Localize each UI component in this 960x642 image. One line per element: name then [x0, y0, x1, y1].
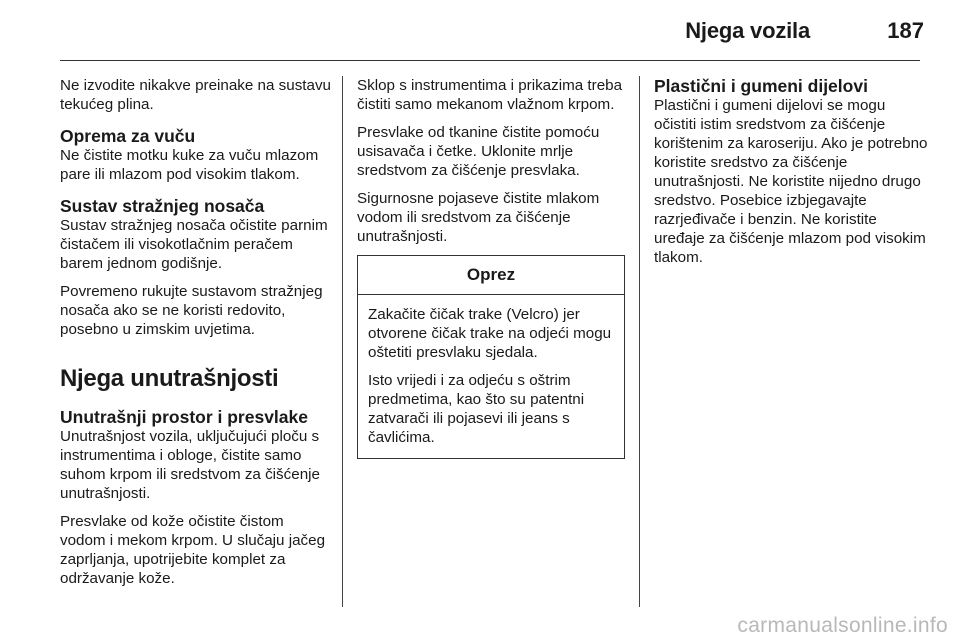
intro-paragraph: Ne izvodite nikakve preinake na sustavu tekućeg plina. — [60, 77, 331, 113]
heading-interior-care: Njega unutrašnjosti — [60, 365, 279, 392]
caution-text-1: Zakačite čičak trake (Velcro) jer otvorene čičak trake na odjeći mogu oštetiti presvlaku sjedala. — [368, 306, 612, 361]
interior-text-1: Unutrašnjost vozila, uključujući ploču s instrumentima i obloge, čistite samo suhom krpom ili sredstvom za čišćenje unutrašnjosti. — [60, 428, 320, 502]
caution-text-2: Isto vrijedi i za odjeću s oštrim predmetima, kao što su patentni zatvarači ili pojasevi ili jeans s čavlićima. — [368, 372, 585, 446]
interior-text-2: Presvlake od kože očistite čistom vodom i mekom krpom. U slučaju jačeg zaprljanja, upotrijebite komplet za održavanje kože. — [60, 513, 326, 587]
instrument-cleaning-text: Sklop s instrumentima i prikazima treba čistiti samo mekanom vlažnom krpom. — [357, 77, 623, 113]
heading-rear-carrier: Sustav stražnjeg nosača — [60, 196, 265, 216]
fabric-upholstery-text: Presvlake od tkanine čistite pomoću usisavača i četke. Uklonite mrlje sredstvom za čišćenje presvlaka. — [357, 124, 600, 179]
heading-plastic-rubber: Plastični i gumeni dijelovi — [654, 76, 868, 96]
column-divider-1 — [342, 76, 343, 607]
seat-belts-text: Sigurnosne pojaseve čistite mlakom vodom ili sredstvom za čišćenje unutrašnjosti. — [357, 190, 600, 245]
column-divider-2 — [639, 76, 640, 607]
caution-title: Oprez — [358, 256, 624, 295]
watermark: carmanualsonline.info — [737, 614, 948, 637]
column-2 — [357, 76, 625, 459]
column-1 — [60, 76, 332, 597]
rear-carrier-text-2: Povremeno rukujte sustavom stražnjeg nosača ako se ne koristi redovito, posebno u zimskim uvjetima. — [60, 283, 323, 338]
page-number: 187 — [887, 18, 924, 43]
caution-box — [357, 255, 625, 459]
page-header-title: Njega vozila — [685, 18, 810, 43]
heading-towing-equipment: Oprema za vuču — [60, 126, 196, 146]
plastic-rubber-text: Plastični i gumeni dijelovi se mogu očistiti istim sredstvom za čišćenje korištenim za karoseriju. Ako je potrebno koristite sredstvo za čišćenje unutrašnjosti. Ne koristite nijedno drugo sredstvo. Posebice izbjegavajte razrjeđivače i benzin. Ne koristite uređaje za čišćenje mlazom pod visokim tlakom. — [654, 97, 928, 266]
heading-interior-upholstery: Unutrašnji prostor i presvlake — [60, 407, 308, 427]
rear-carrier-text-1: Sustav stražnjeg nosača očistite parnim čistačem ili visokotlačnim peračem barem jednom godišnje. — [60, 217, 328, 272]
column-3 — [654, 76, 929, 276]
caution-body — [358, 295, 624, 458]
towing-equipment-text: Ne čistite motku kuke za vuču mlazom pare ili mlazom pod visokim tlakom. — [60, 147, 319, 183]
header-divider — [60, 60, 920, 61]
